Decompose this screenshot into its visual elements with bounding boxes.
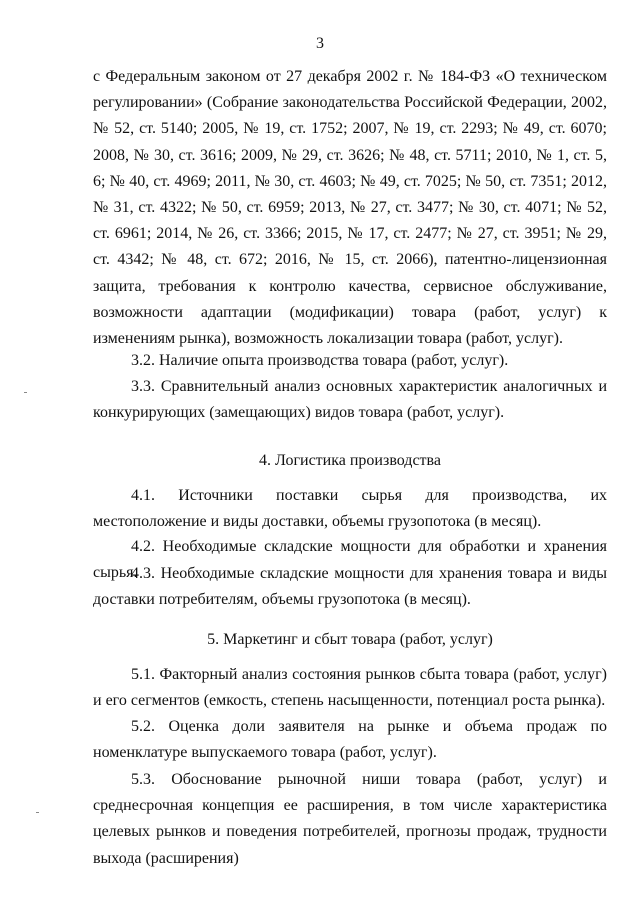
paragraph-3-2 (93, 348, 607, 374)
paragraph-4-3 (93, 561, 607, 613)
paragraph-text: 3.2. Наличие опыта производства товара (работ, услуг). (131, 352, 509, 369)
page-number: 3 (316, 35, 324, 52)
section-heading-4: 4. Логистика производства (259, 452, 441, 469)
paragraph-text: 5.3. Обоснование рыночной ниши товара (работ, услуг) и среднесрочная концепция ее расширения, в том числе характеристика целевых рынков и поведения потребителей, прогнозы продаж, трудности выхода (расширения) (93, 771, 607, 867)
paragraph-4-1 (93, 483, 607, 535)
paragraph-text: 5.2. Оценка доли заявителя на рынке и объема продаж по номенклатуре выпускаемого товара (работ, услуг). (93, 718, 607, 762)
scan-artifact (36, 812, 39, 813)
paragraph-5-1 (93, 662, 607, 714)
section-heading-5: 5. Маркетинг и сбыт товара (работ, услуг) (207, 631, 493, 648)
paragraph-text: с Федеральным законом от 27 декабря 2002 г. № 184-ФЗ «О техническом регулировании» (Собрание законодательства Российской Федерации, 2002, № 52, ст. 5140; 2005, № 19, ст. 1752; 2007, № 19, ст. 2293; № 49, ст. 6070; 2008, № 30, ст. 3616; 2009, № 29, ст. 3626; № 48, ст. 5711; 2010, № 1, ст. 5, 6; № 40, ст. 4969; 2011, № 30, ст. 4603; № 49, ст. 7025; № 50, ст. 7351; 2012, № 31, ст. 4322; № 50, ст. 6959; 2013, № 27, ст. 3477; № 30, ст. 4071; № 52, ст. 6961; 2014, № 26, ст. 3366; 2015, № 17, ст. 2477; № 27, ст. 3951; № 29, ст. 4342; № 48, ст. 672; 2016, № 15, ст. 2066), патентно-лицензионная защита, требования к контролю качества, сервисное обслуживание, возможности адаптации (модификации) товара (работ, услуг) к изменениям рынка), возможность локализации товара (работ, услуг). (93, 68, 607, 348)
paragraph-text: 4.3. Необходимые складские мощности для хранения товара и виды доставки потребителям, объемы грузопотока (в месяц). (93, 565, 607, 609)
paragraph-text: 3.3. Сравнительный анализ основных характеристик аналогичных и конкурирующих (замещающих) видов товара (работ, услуг). (93, 378, 607, 422)
paragraph-text: 4.2. Необходимые складские мощности для обработки и хранения сырья. (93, 538, 607, 582)
paragraph-3-3 (93, 374, 607, 426)
scan-artifact (24, 392, 27, 393)
paragraph-text: 4.1. Источники поставки сырья для производства, их местоположение и виды доставки, объемы грузопотока (в месяц). (93, 487, 607, 531)
paragraph-continuation (93, 64, 607, 352)
paragraph-5-2 (93, 714, 607, 766)
paragraph-5-3 (93, 767, 607, 872)
paragraph-text: 5.1. Факторный анализ состояния рынков сбыта товара (работ, услуг) и его сегментов (емкость, степень насыщенности, потенциал роста рынка). (93, 666, 607, 710)
